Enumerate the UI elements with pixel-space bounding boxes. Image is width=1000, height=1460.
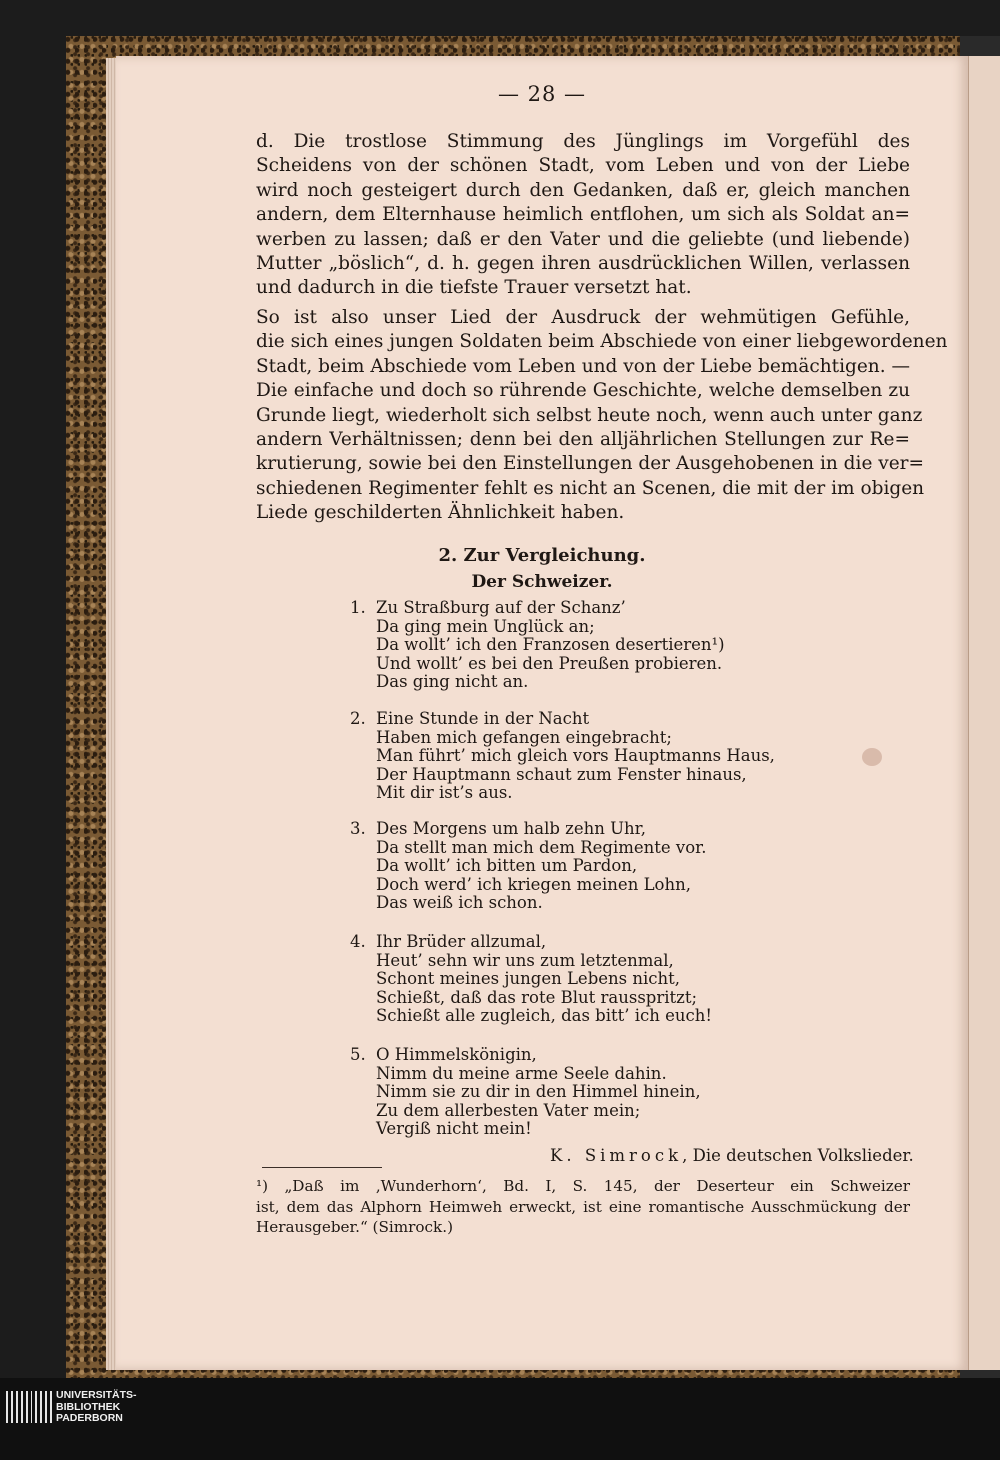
library-footer [0,1378,1000,1460]
verse-line: Schont meines jungen Lebens nicht, [376,969,681,989]
footnote-line: ¹) „Daß im ‚Wunderhorn‘, Bd. I, S. 145, der Deserteur ein Schweizer [256,1177,910,1195]
verse-line: Da ging mein Unglück an; [376,616,595,636]
verse-line: Nimm sie zu dir in den Himmel hinein, [376,1082,701,1102]
source-credit [550,1146,914,1165]
text-line: andern Verhältnissen; denn bei den alljährlichen Stellungen zur Re= [256,428,910,450]
verse-line: Und wollt’ es bei den Preußen probieren. [376,653,723,673]
text-line: d. Die trostlose Stimmung des Jünglings im Vorgefühl des [256,131,910,152]
text-line: die sich eines jungen Soldaten beim Abschiede von einer liebgewordenen [256,331,948,353]
adjacent-page [968,56,1000,1370]
stanza-1 [350,599,910,692]
verse-line: Man führt’ mich gleich vors Hauptmanns Haus, [376,746,775,766]
stanza-3 [350,820,910,913]
logo-line: PADERBORN [56,1412,123,1424]
credit-author: K. Simrock [550,1146,683,1165]
verse-line: Vergiß nicht mein! [376,1119,532,1139]
verse-line: Schießt alle zugleich, das bitt’ ich euch! [376,1006,713,1026]
text-line: Die einfache und doch so rührende Geschichte, welche demselben zu [256,380,910,402]
page-edges [106,58,116,1370]
verse-line: O Himmelskönigin, [376,1045,537,1064]
verse-line: Der Hauptmann schaut zum Fenster hinaus, [376,764,747,784]
page-number: — 28 — [497,82,587,106]
verse-line: Heut’ sehn wir uns zum letztenmal, [376,950,674,970]
verse-line: Ihr Brüder allzumal, [376,932,547,951]
stanza-4 [350,933,910,1026]
verse-line: Doch werd’ ich kriegen meinen Lohn, [376,874,691,894]
verse-line: Da wollt’ ich bitten um Pardon, [376,856,638,876]
text-line: Grunde liegt, wiederholt sich selbst heute noch, wenn auch unter ganz [256,404,923,426]
text-line: Stadt, beim Abschiede vom Leben und von der Liebe bemächtigen. — [256,355,910,377]
footnote [256,1176,910,1238]
library-logo-icon [6,1391,52,1423]
paragraph-summary [256,306,948,526]
text-line: wird noch gesteigert durch den Gedanken, daß er, gleich manchen [256,179,910,201]
text-line: andern, dem Elternhause heimlich entflohen, um sich als Soldat an= [256,204,910,226]
footnote-line: ist, dem das Alphorn Heimweh erweckt, ist eine romantische Ausschmückung der [256,1197,910,1216]
text-line: Scheidens von der schönen Stadt, vom Leben und von der Liebe [256,155,910,177]
section-title: 2. Zur Vergleichung. [438,545,646,566]
stanza-5 [350,1046,910,1139]
text-line: schiedenen Regimenter fehlt es nicht an Scenen, die mit der im obigen [256,477,925,499]
verse-line: Zu Straßburg auf der Schanz’ [376,598,626,617]
poem-title: Der Schweizer. [471,572,613,592]
library-logo-text [56,1390,137,1425]
footnote-rule [262,1167,382,1168]
credit-work: , Die deutschen Volkslieder. [682,1146,914,1165]
verse-line: Das weiß ich schon. [376,893,543,913]
footnote-line: Herausgeber.“ (Simrock.) [256,1218,454,1236]
verse-line: Des Morgens um halb zehn Uhr, [376,819,646,838]
stanza-2 [350,710,910,803]
text-line: Liede geschilderten Ähnlichkeit haben. [256,502,625,524]
text-line: So ist also unser Lied der Ausdruck der wehmütigen Gefühle, [256,307,910,328]
verse-line: Eine Stunde in der Nacht [376,709,590,728]
stanza-number: 3. [350,819,366,838]
verse-line: Mit dir ist’s aus. [376,783,513,803]
stanza-number: 5. [350,1045,366,1064]
paragraph-d [256,130,910,301]
stanza-number: 1. [350,598,366,617]
verse-line: Das ging nicht an. [376,672,529,692]
text-line: und dadurch in die tiefste Trauer versetzt hat. [256,277,692,299]
verse-line: Da wollt’ ich den Franzosen desertieren¹) [376,635,725,655]
logo-line: UNIVERSITÄTS- [56,1389,137,1401]
stanza-number: 2. [350,709,366,728]
verse-line: Zu dem allerbesten Vater mein; [376,1100,641,1120]
logo-line: BIBLIOTHEK [56,1400,121,1413]
verse-line: Da stellt man mich dem Regimente vor. [376,837,707,857]
text-line: werben zu lassen; daß er den Vater und die geliebte (und liebende) [256,228,910,250]
stanza-number: 4. [350,932,366,951]
verse-line: Nimm du meine arme Seele dahin. [376,1063,667,1083]
verse-line: Schießt, daß das rote Blut rausspritzt; [376,987,698,1007]
text-line: Mutter „böslich“, d. h. gegen ihren ausdrücklichen Willen, verlassen [256,252,910,274]
verse-line: Haben mich gefangen eingebracht; [376,727,672,747]
text-line: krutierung, sowie bei den Einstellungen der Ausgehobenen in die ver= [256,453,925,475]
